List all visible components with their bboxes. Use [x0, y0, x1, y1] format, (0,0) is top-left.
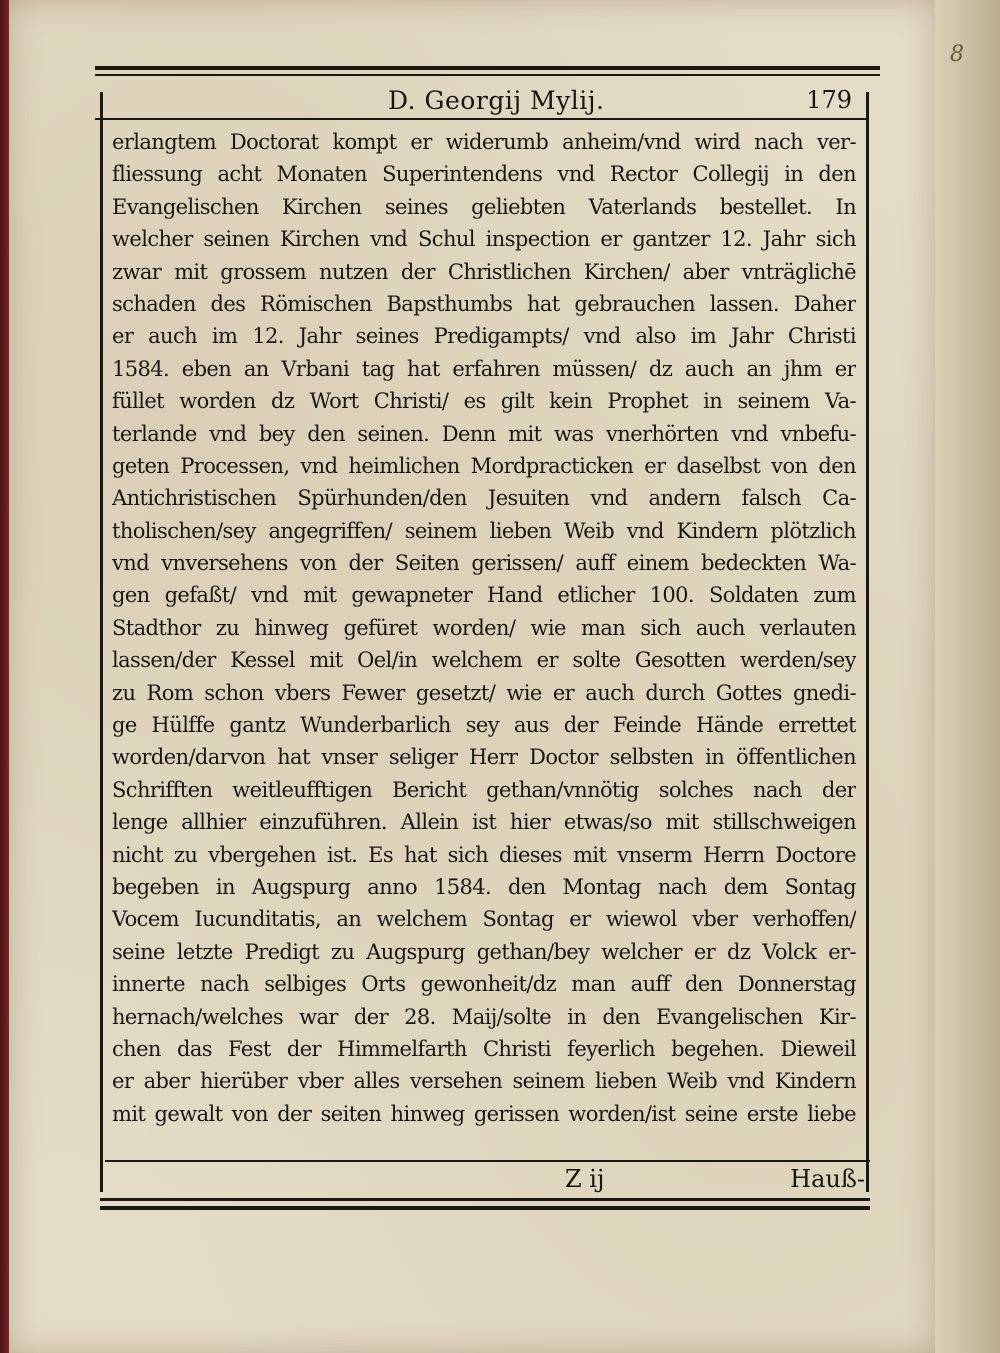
text-line: mit gewalt von der seiten hinweg gerissen worden/ist seine erste liebe	[112, 1101, 856, 1126]
text-line: Evangelischen Kirchen seines geliebten Vaterlands bestellet. In	[112, 194, 856, 219]
text-line: Schrifften weitleufftigen Bericht gethan/vnnötig solches nach der	[112, 777, 856, 802]
text-line: begeben in Augspurg anno 1584. den Montag nach dem Sontag	[112, 874, 856, 899]
text-line: Vocem Iucunditatis, an welchem Sontag er wiewol vber verhoffen/	[112, 907, 856, 932]
text-line: seine letzte Predigt zu Augspurg gethan/bey welcher er dz Volck er-	[112, 939, 856, 964]
text-line: 1584. eben an Vrbani tag hat erfahren müssen/ dz auch an jhm er	[112, 356, 856, 381]
text-line: nicht zu vbergehen ist. Es hat sich dieses mit vnserm Herrn Doctore	[112, 842, 856, 867]
left-border-rule	[100, 92, 103, 1192]
text-line: Stadthor zu hinweg gefüret worden/ wie man sich auch verlauten	[112, 615, 856, 640]
text-line: fliessung acht Monaten Superintendens vnd Rector Collegij in den	[112, 162, 856, 187]
text-line: er auch im 12. Jahr seines Predigampts/ vnd also im Jahr Christi	[112, 324, 856, 349]
text-line: erlangtem Doctorat kompt er widerumb anheim/vnd wird nach ver-	[112, 130, 856, 154]
text-line: schaden des Römischen Bapsthumbs hat gebrauchen lassen. Daher	[112, 291, 856, 316]
running-title: D. Georgij Mylij.	[388, 86, 605, 115]
book-edge	[0, 0, 9, 1353]
page-number: 179	[806, 86, 852, 114]
text-line: geten Processen, vnd heimlichen Mordpracticken er daselbst von den	[112, 453, 856, 478]
text-line: worden/darvon hat vnser seliger Herr Doctor selbsten in öffentlichen	[112, 745, 856, 770]
text-line: welcher seinen Kirchen vnd Schul inspection er gantzer 12. Jahr sich	[112, 227, 856, 252]
facing-page-edge	[935, 0, 1000, 1353]
right-border-rule	[866, 92, 869, 1192]
text-line: zwar mit grossem nutzen der Christlichen Kirchen/ aber vnträglichē	[112, 259, 856, 284]
text-line: ge Hülffe gantz Wunderbarlich sey aus der Feinde Hände errettet	[112, 713, 856, 738]
text-line: lassen/der Kessel mit Oel/in welchem er solte Gesotten werden/sey	[112, 648, 856, 673]
bottom-border-rule	[100, 1206, 870, 1210]
text-line: zu Rom schon vbers Fewer gesetzt/ wie er auch durch Gottes gnedi-	[112, 680, 856, 705]
text-line: lenge allhier einzuführen. Allein ist hier etwas/so mit stillschweigen	[112, 810, 856, 835]
bottom-border-rule-thin	[100, 1198, 870, 1201]
top-border-rule-thin	[95, 74, 880, 76]
page-footer	[120, 1165, 865, 1195]
body-text	[112, 126, 856, 1130]
signature-mark: Z ij	[565, 1165, 605, 1193]
catchword: Hauß-	[790, 1165, 865, 1193]
top-border-rule	[95, 66, 880, 70]
text-line: vnd vnversehens von der Seiten gerissen/ auff einem bedeckten Wa-	[112, 551, 856, 576]
text-line: Antichristischen Spürhunden/den Jesuiten vnd andern falsch Ca-	[112, 486, 856, 511]
corner-mark: 8	[950, 42, 964, 67]
text-line: gen gefaßt/ vnd mit gewapneter Hand etlicher 100. Soldaten zum	[112, 583, 856, 608]
text-line: innerte nach selbiges Orts gewonheit/dz man auff den Donnerstag	[112, 972, 856, 997]
text-line: er aber hierüber vber alles versehen seinem lieben Weib vnd Kindern	[112, 1069, 856, 1094]
header-rule	[95, 118, 867, 120]
footer-rule	[105, 1160, 870, 1162]
text-line: chen das Fest der Himmelfarth Christi feyerlich begehen. Dieweil	[112, 1036, 856, 1061]
running-head	[120, 86, 860, 116]
text-line: hernach/welches war der 28. Maij/solte in den Evangelischen Kir-	[112, 1004, 856, 1029]
text-line: tholischen/sey angegriffen/ seinem lieben Weib vnd Kindern plötzlich	[112, 518, 856, 543]
text-line: füllet worden dz Wort Christi/ es gilt kein Prophet in seinem Va-	[112, 389, 856, 414]
text-line: terlande vnd bey den seinen. Denn mit was vnerhörten vnd vnbefu-	[112, 421, 856, 446]
